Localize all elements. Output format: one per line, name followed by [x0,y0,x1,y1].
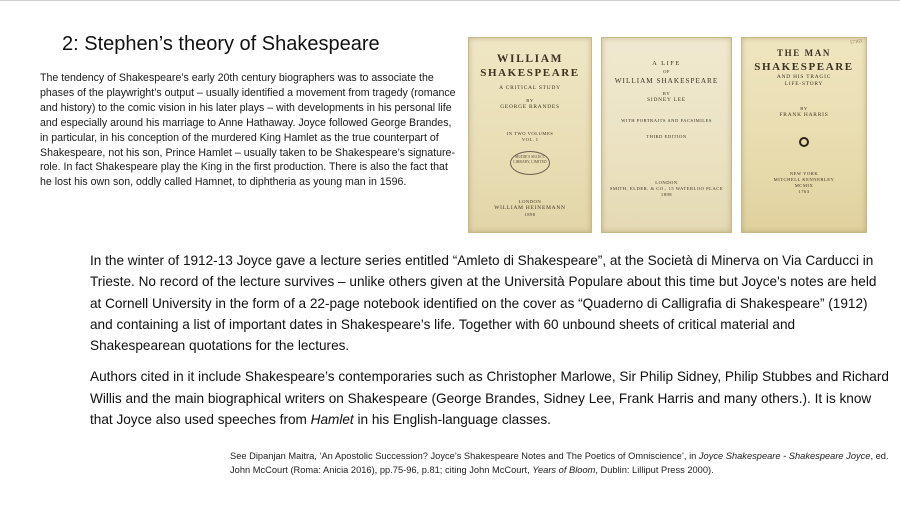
book-year: 1898 [524,212,536,217]
footnote-text: , ed. John McCourt (Roma: Anicia 2016), pp.75-96, p.81; citing John McCourt, [230,451,889,475]
book-title-of: OF [663,69,670,74]
footnote [230,450,890,477]
book-cover-brandes [468,37,592,233]
book-year: 1898 [660,192,673,197]
book-author: SIDNEY LEE [647,97,686,103]
book-city: LONDON [655,180,678,185]
book-title-line: LIFE-STORY [784,81,824,87]
top-divider [0,0,900,1]
pencil-mark: 57165 [849,39,863,46]
publisher-emblem-icon [799,137,809,147]
book-city: LONDON [518,199,542,204]
book-by: BY [526,98,534,103]
intro-paragraph: The tendency of Shakespeare’s early 20th century biographers was to associate the phases of the playwright’s output – usually identified a movement from tragedy (romance and history) to the comic vision in his later plays – with developments in his personal life and especially around his marriage to Anne Hathaway. Joyce followed George Brandes, in particular, in his conception of the murdered King Hamlet as the true counterpart of Shakespeare, not his son, Prince Hamlet – usually taken to be Shakespeare’s signature-role. In fact Shakespeare play the King in the first production. There is also the fact that he lost his own son, oddly called Hamnet, to diphtheria as young man in 1596. [40,72,456,189]
book-publisher: MITCHELL KENNERLEY [773,177,835,182]
book-city: NEW YORK [789,171,819,176]
book-author: FRANK HARRIS [779,112,829,118]
slide-title: 2: Stephen’s theory of Shakespeare [62,33,380,55]
book-volumes: IN TWO VOLUMES [506,131,554,136]
book-cover-lee [601,37,732,233]
footnote-italic: Years of Bloom [532,464,596,475]
book-publisher: SMITH, ELDER, & CO., 15 WATERLOO PLACE [609,186,724,191]
book-publisher: WILLIAM HEINEMANN [494,205,566,211]
library-stamp: MUDIE'S SELECT LIBRARY, LIMITED [510,151,550,175]
footnote-italic: Joyce Shakespeare - Shakespeare Joyce [698,451,871,461]
book-edition: THIRD EDITION [646,134,687,139]
book-title-line: WILLIAM [496,53,564,65]
book-cover-harris [741,37,867,233]
body-text: Authors cited in it include Shakespeare’s contemporaries such as Christopher Marlowe, Sir Philip Sidney, Philip Stubbes and Richard Willis and the main biographical writers on Shakespeare (George Brandes, Sidney Lee, Frank Harris and many others.). It is know that Joyce also used speeches from [90,369,889,428]
book-title-line: SHAKESPEARE [754,61,854,73]
book-by: BY [800,106,808,111]
book-mark: 1763 [798,189,810,194]
book-title-line: AND HIS TRAGIC [776,74,832,80]
body-paragraph: In the winter of 1912-13 Joyce gave a lecture series entitled “Amleto di Shakespeare”, at the Società di Minerva on Via Carducci in Trieste. No record of the lecture survives – unlike others given at the Università Populare about this time but Joyce's notes are held at Cornell University in the form of a 22-page notebook identified on the cover as “Quaderno di Calligrafia di Shakespeare” (1912) and containing a list of important dates in Shakespeare's life. Together with 60 unbound sheets of critical material and Shakespearean quotations for the lectures. [90,253,877,354]
footnote-text: , Dublin: Lilliput Press 2000). [595,464,714,475]
book-subtitle: WITH PORTRAITS AND FACSIMILES [621,118,712,123]
body-text: in his English-language classes. [353,412,551,428]
body-italic: Hamlet [310,412,354,428]
book-volume: VOL. I [521,137,539,142]
book-title-line: WILLIAM SHAKESPEARE [614,77,719,85]
book-title-line: THE MAN [777,48,831,58]
footnote-text: See Dipanjan Maitra, ‘An Apostolic Succession? Joyce’s Shakespeare Notes and The Poetics of Omniscience’, in [230,451,699,461]
body-paragraph [90,366,890,430]
book-author: GEORGE BRANDES [500,104,560,110]
main-text [90,250,890,440]
book-subtitle: A CRITICAL STUDY [499,85,561,91]
book-by: BY [662,91,671,96]
book-title-line: SHAKESPEARE [480,67,580,79]
book-title-line: A LIFE [652,60,681,67]
book-year: MCMIX [794,183,814,188]
